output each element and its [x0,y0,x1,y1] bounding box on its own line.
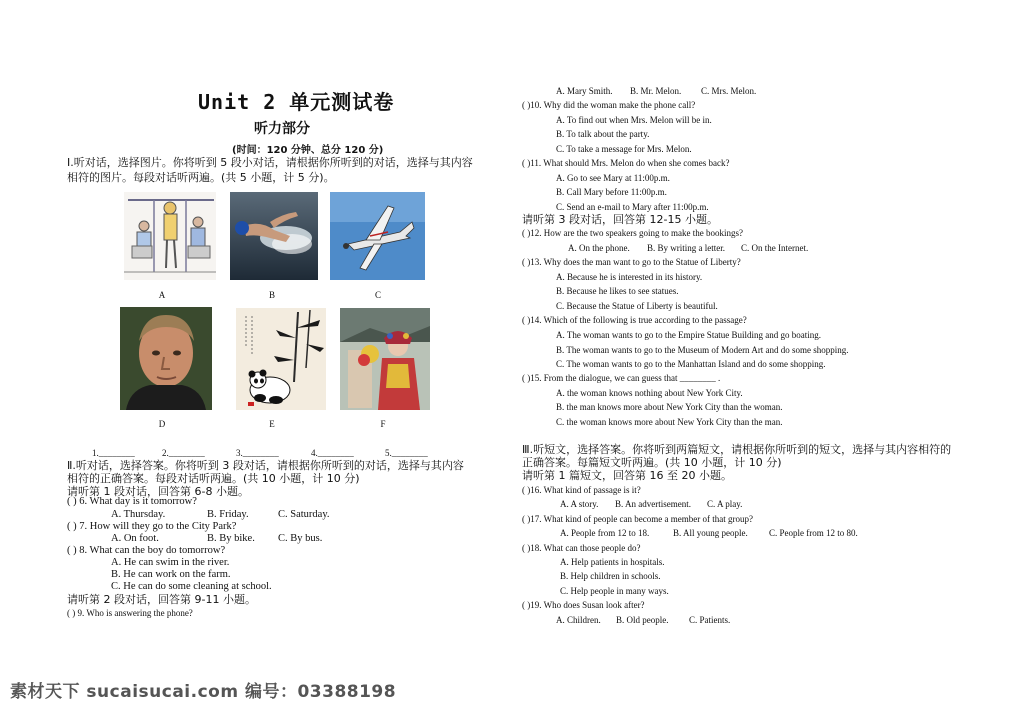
picture-e-panda-bamboo [236,308,326,410]
q19-option-a[interactable]: A. Children. [556,615,601,625]
picture-label-b: B [268,290,275,300]
q8-option-b[interactable]: B. He can work on the farm. [111,569,231,580]
q16-option-b[interactable]: B. An advertisement. [615,499,691,509]
answer-blank-4[interactable]: 4.________ [311,448,354,458]
q16-option-c[interactable]: C. A play. [707,499,743,509]
q11-option-b[interactable]: B. Call Mary before 11:00p.m. [556,187,667,197]
answer-blank-5[interactable]: 5.________ [385,448,428,458]
part2-instruction-line2: 相符的正确答案。每段对话听两遍。(共 10 小题，计 10 分) [67,472,360,485]
q19-option-b[interactable]: B. Old people. [616,615,669,625]
page-title: Unit 2 单元测试卷 [198,90,395,114]
q12-option-b[interactable]: B. By writing a letter. [647,243,725,253]
dialog2-instruction: 请听第 2 段对话，回答第 9-11 小题。 [67,593,256,606]
q9-option-c[interactable]: C. Mrs. Melon. [701,86,757,96]
q15-option-a[interactable]: A. the woman knows nothing about New York City. [556,388,743,398]
question-19: ( )19. Who does Susan look after? [522,600,645,610]
dialog3-instruction: 请听第 3 段对话，回答第 12-15 小题。 [522,213,718,226]
answer-blank-1[interactable]: 1.________ [92,448,135,458]
picture-label-c: C [374,290,381,300]
question-10: ( )10. Why did the woman make the phone call? [522,100,696,110]
q17-option-a[interactable]: A. People from 12 to 18. [560,528,650,538]
picture-label-e: E [269,419,275,429]
question-13: ( )13. Why does the man want to go to the Statue of Liberty? [522,257,741,267]
q7-option-a[interactable]: A. On foot. [111,533,159,544]
answer-blank-3[interactable]: 3.________ [236,448,279,458]
q17-option-c[interactable]: C. People from 12 to 80. [769,528,858,538]
q18-option-c[interactable]: C. Help people in many ways. [560,586,669,596]
q14-option-c[interactable]: C. The woman wants to go to the Manhattan Island and do some shopping. [556,359,826,369]
q10-option-b[interactable]: B. To talk about the party. [556,129,650,139]
question-11: ( )11. What should Mrs. Melon do when she comes back? [522,158,730,168]
question-14: ( )14. Which of the following is true according to the passage? [522,315,747,325]
q10-option-c[interactable]: C. To take a message for Mrs. Melon. [556,144,692,154]
q9-option-b[interactable]: B. Mr. Melon. [630,86,682,96]
passage1-instruction: 请听第 1 篇短文，回答第 16 至 20 小题。 [522,469,732,482]
question-15: ( )15. From the dialogue, we can guess that ________ . [522,373,721,383]
dialog1-instruction: 请听第 1 段对话，回答第 6-8 小题。 [67,485,249,498]
question-9: ( ) 9. Who is answering the phone? [67,608,193,618]
q13-option-c[interactable]: C. Because the Statue of Liberty is beautiful. [556,301,718,311]
q9-option-a[interactable]: A. Mary Smith. [556,86,613,96]
q15-option-b[interactable]: B. the man knows more about New York City than the woman. [556,402,783,412]
q19-option-c[interactable]: C. Patients. [689,615,731,625]
time-info: (时间：120 分钟、总分 120 分) [232,145,384,156]
q12-option-c[interactable]: C. On the Internet. [741,243,809,253]
q12-option-a[interactable]: A. On the phone. [568,243,630,253]
picture-label-a: A [158,290,166,300]
picture-d-man-portrait [120,307,212,410]
question-8: ( ) 8. What can the boy do tomorrow? [67,545,226,556]
q17-option-b[interactable]: B. All young people. [673,528,748,538]
q13-option-a[interactable]: A. Because he is interested in its history. [556,272,703,282]
question-17: ( )17. What kind of people can become a member of that group? [522,514,753,524]
part3-instruction-line1: Ⅲ.听短文，选择答案。你将听到两篇短文，请根据你所听到的短文，选择与其内容相符的 [522,443,952,456]
footer-watermark: 素材天下 sucaisucai.com 编号：03388198 [10,682,397,702]
q14-option-a[interactable]: A. The woman wants to go to the Empire Statue Building and go boating. [556,330,822,340]
q16-option-a[interactable]: A. A story. [560,499,599,509]
q15-option-c[interactable]: C. the woman knows more about New York City than the man. [556,417,783,427]
q11-option-c[interactable]: C. Send an e-mail to Mary after 11:00p.m. [556,202,709,212]
picture-c-airplane [330,192,425,280]
q6-option-b[interactable]: B. Friday. [207,509,249,520]
section-subtitle: 听力部分 [254,121,310,137]
question-12: ( )12. How are the two speakers going to make the bookings? [522,228,743,238]
part1-instruction-line2: 相符的图片。每段对话听两遍。(共 5 小题，计 5 分)。 [67,171,335,184]
part3-instruction-line2: 正确答案。每篇短文听两遍。(共 10 小题，计 10 分) [522,456,782,469]
question-6: ( ) 6. What day is it tomorrow? [67,496,197,507]
q13-option-b[interactable]: B. Because he likes to see statues. [556,286,679,296]
part2-instruction-line1: Ⅱ.听对话，选择答案。你将听到 3 段对话，请根据你所听到的对话，选择与其内容 [67,459,464,472]
picture-b-swimmer [230,192,318,280]
answer-blank-2[interactable]: 2.________ [162,448,205,458]
q6-option-c[interactable]: C. Saturday. [278,509,330,520]
question-18: ( )18. What can those people do? [522,543,641,553]
q7-option-c[interactable]: C. By bus. [278,533,323,544]
q8-option-a[interactable]: A. He can swim in the river. [111,557,230,568]
picture-a-bus-passengers [124,192,216,280]
q10-option-a[interactable]: A. To find out when Mrs. Melon will be in. [556,115,712,125]
q18-option-a[interactable]: A. Help patients in hospitals. [560,557,665,567]
q11-option-a[interactable]: A. Go to see Mary at 11:00p.m. [556,173,670,183]
q6-option-a[interactable]: A. Thursday. [111,509,166,520]
q7-option-b[interactable]: B. By bike. [207,533,255,544]
question-16: ( )16. What kind of passage is it? [522,485,641,495]
picture-label-f: F [380,419,386,429]
picture-f-opera-performer [340,308,430,410]
q8-option-c[interactable]: C. He can do some cleaning at school. [111,581,272,592]
q18-option-b[interactable]: B. Help children in schools. [560,571,661,581]
question-7: ( ) 7. How will they go to the City Park? [67,521,237,532]
q14-option-b[interactable]: B. The woman wants to go to the Museum of Modern Art and do some shopping. [556,345,849,355]
part1-instruction-line1: Ⅰ.听对话，选择图片。你将听到 5 段小对话，请根据你所听到的对话，选择与其内容 [67,156,473,169]
picture-label-d: D [158,419,166,429]
